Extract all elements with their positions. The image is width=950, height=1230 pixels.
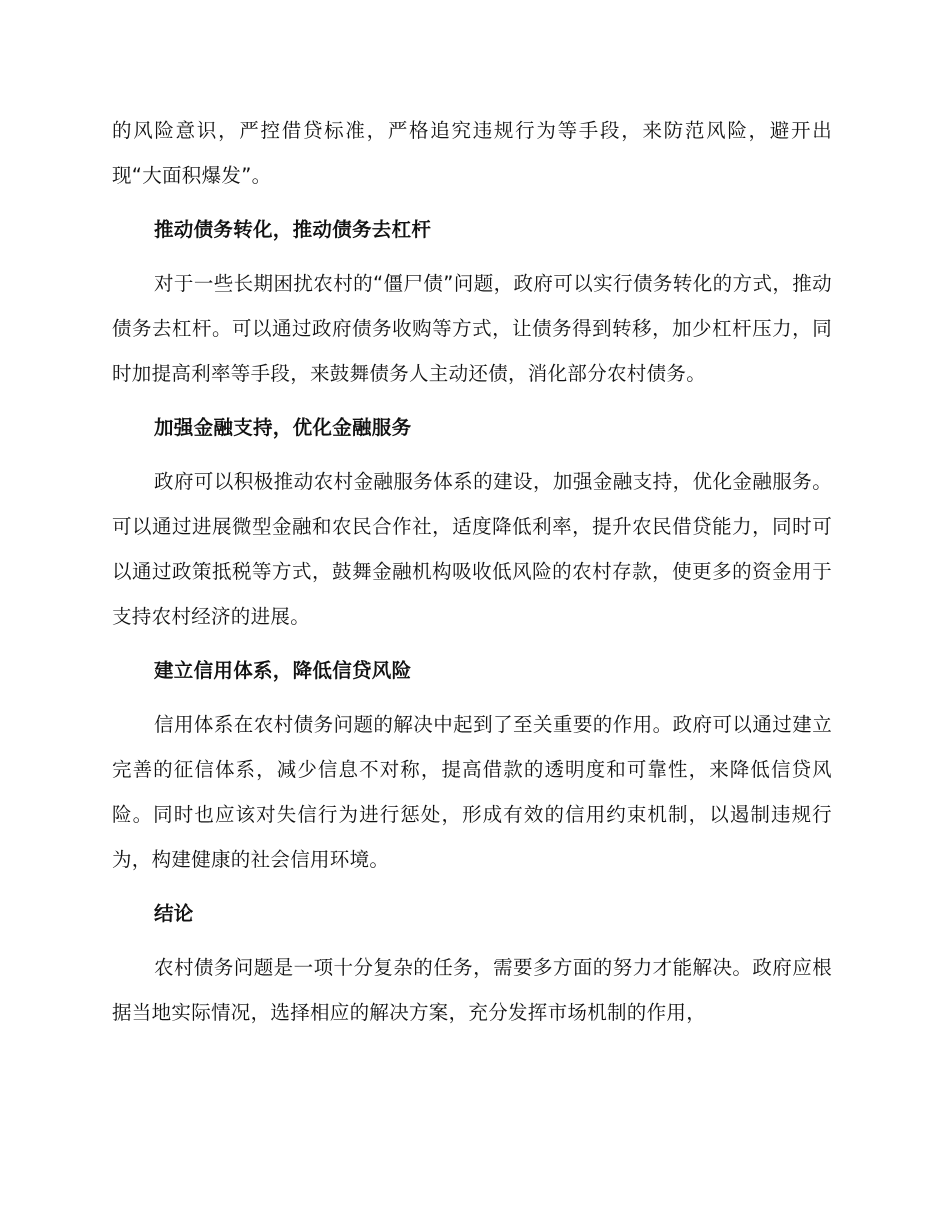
section-heading: 推动债务转化，推动债务去杠杆 xyxy=(154,218,432,241)
section-credit-system xyxy=(112,648,832,882)
section-heading: 加强金融支持，优化金融服务 xyxy=(154,416,412,439)
section-debt-conversion xyxy=(112,207,832,396)
section-body: 对于一些长期困扰农村的“僵尸债”问题，政府可以实行债务转化的方式，推动债务去杠杆。可以通过政府债务收购等方式，让债务得到转移，加少杠杆压力，同时加提高利率等手段，来鼓舞债务人主动还债，消化部分农村债务。 xyxy=(112,272,832,385)
section-body: 信用体系在农村债务问题的解决中起到了至关重要的作用。政府可以通过建立完善的征信体系，减少信息不对称，提高借款的透明度和可靠性，来降低信贷风险。同时也应该对失信行为进行惩处，形成有效的信用约束机制，以遏制违规行为，构建健康的社会信用环境。 xyxy=(112,713,832,871)
section-financial-support xyxy=(112,405,832,639)
document-page xyxy=(112,108,832,1035)
intro-paragraph: 的风险意识，严控借贷标准，严格追究违规行为等手段，来防范风险，避开出现“大面积爆发”。 xyxy=(112,119,832,187)
section-conclusion xyxy=(112,891,832,1035)
section-heading: 结论 xyxy=(154,902,194,925)
section-heading: 建立信用体系，降低信贷风险 xyxy=(154,659,412,682)
section-body: 农村债务问题是一项十分复杂的任务，需要多方面的努力才能解决。政府应根据当地实际情况，选择相应的解决方案，充分发挥市场机制的作用， xyxy=(112,956,832,1024)
section-body: 政府可以积极推动农村金融服务体系的建设，加强金融支持，优化金融服务。可以通过进展微型金融和农民合作社，适度降低利率，提升农民借贷能力，同时可以通过政策抵税等方式，鼓舞金融机构吸收低风险的农村存款，使更多的资金用于支持农村经济的进展。 xyxy=(112,470,832,628)
